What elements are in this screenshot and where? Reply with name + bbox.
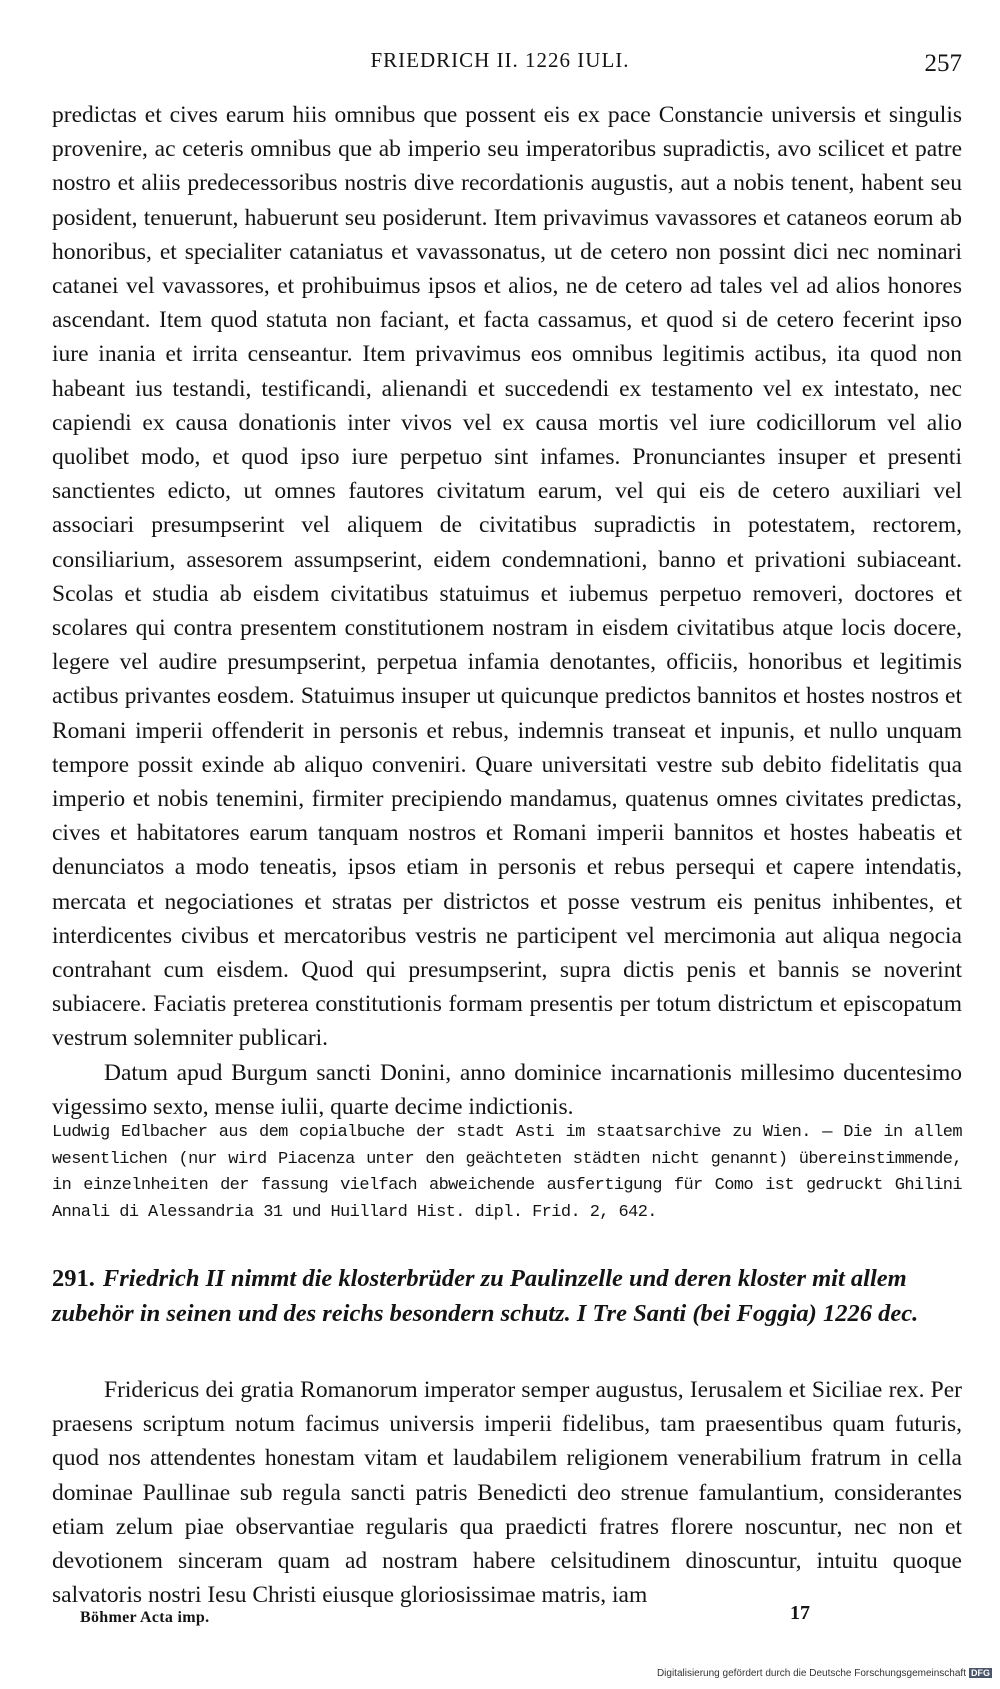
document-regest: Friedrich II nimmt die klosterbrüder zu Paulinzelle und deren kloster mit allem zubehör in seinen und des reichs besondern schutz. I Tre Santi (bei Foggia) 1226 dec. [52, 1265, 919, 1327]
digitization-credit [657, 1668, 992, 1679]
dfg-logo: DFG [971, 1668, 990, 1679]
page-number: 257 [924, 50, 962, 77]
main-text [52, 98, 962, 1124]
running-title: FRIEDRICH II. 1226 IULI. [370, 48, 630, 72]
charter-text [52, 1373, 962, 1612]
charter-paragraph: Fridericus dei gratia Romanorum imperator semper augustus, Ierusalem et Siciliae rex. Per praesens scriptum notum facimus universis imperii fidelibus, tam praesentibus quam futuris, quod nos attendentes honestam vitam et laudabilem religionem venerabilium fratrum in cella dominae Paullinae sub regula sancti patris Benedicti deo strenue famulantium, considerantes etiam zelum piae observantiae regularis qua praedicti fratres florere noscuntur, nec non et devotionem sinceram quam ad nostram habere celsitudinem dinoscuntur, intuitu quoque salvatoris nostri Iesu Christi eiusque gloriosissimae matris, iam [52, 1377, 962, 1609]
signature-mark: 17 [790, 1602, 810, 1624]
credit-text: Digitalisierung gefördert durch die Deutsche Forschungsgemeinschaft [656, 1668, 966, 1679]
series-footer: Böhmer Acta imp. [80, 1609, 210, 1626]
document-heading [52, 1262, 962, 1331]
source-note: Ludwig Edlbacher aus dem copialbuche der stadt Asti im staatsarchive zu Wien. — Die in allem wesentlichen (nur wird Piacenza unter den geächteten städten nicht genannt) übereinstimmende, in einzelnheiten der fassung vielfach abweichende ausfertigung für Como ist gedruckt Ghilini Annali di Alessandria 31 und Huillard Hist. dipl. Frid. 2, 642. [52, 1123, 962, 1222]
running-head [0, 48, 1000, 78]
dating-clause: Datum apud Burgum sancti Donini, anno dominice incarnationis millesimo ducentesimo vigessimo sexto, mense iulii, quarte decime indictionis. [52, 1059, 962, 1120]
document-number: 291. [52, 1265, 95, 1292]
continued-paragraph: predictas et cives earum hiis omnibus que possent eis ex pace Constancie universis et singulis provenire, ac ceteris omnibus que ab imperio seu imperatoribus supradictis, avo scilicet et patre nostro et aliis predecessoribus nostris dive recordationis augustis, aut a nobis tenent, habent seu posident, tenuerunt, habuerunt seu posiderunt. Item privavimus vavassores et cataneos eorum ab honoribus, et specialiter cataniatus et vavassonatus, ut de cetero non possint dici nec nominari catanei vel vavassores, et prohibuimus ipsos et alios, ne de cetero ad tales vel ad alios honores ascendant. Item quod statuta non faciant, et facta cassamus, et quod si de cetero fecerint ipso iure inania et irrita censeantur. Item privavimus eos omnibus legitimis actibus, ita quod non habeant ius testandi, testificandi, alienandi et succedendi ex testamento vel ex intestato, nec capiendi ex causa donationis inter vivos vel ex causa mortis vel iure codicillorum vel alio quolibet modo, et quod ipso iure perpetuo sint infames. Pronunciantes insuper et presenti sanctientes edicto, ut omnes fautores civitatum earum, vel qui eis de cetero auxiliari vel associari presumpserint vel aliquem de civitatibus supradictis in potestatem, rectorem, consiliarium, assesorem assumpserint, eidem condemnationi, banno et privationi subiaceant. Scolas et studia ab eisdem civitatibus statuimus et iubemus perpetuo removeri, doctores et scolares qui contra presentem constitutionem nostram in eisdem civitatibus atque locis docere, legere vel audire presumpserint, perpetua infamia denotantes, officiis, honoribus et legitimis actibus privantes eosdem. Statuimus insuper ut quicunque predictos bannitos et hostes nostros et Romani imperii offenderit in personis et rebus, indemnis transeat et inpunis, et nullo unquam tempore possit exinde ab aliquo conveniri. Quare universitati vestre sub debito fidelitatis qua imperio et nobis tenemini, firmiter precipiendo mandamus, quatenus omnes civitates predictas, cives et habitatores earum tanquam nostros et Romani imperii bannitos et hostes habeatis et denunciatos a modo teneatis, ipsos etiam in personis et rebus persequi et capere intendatis, mercata et negociationes et stratas per districtos et posse vestrum eis penitus inhibentes, et interdicentes civibus et mercatoribus vestris ne participent vel mercimonia aut aliqua negocia contrahant cum eisdem. Quod qui presumpserint, supra dictis penis et bannis se noverint subiacere. Faciatis preterea constitutionis formam presentis per totum districtum et episcopatum vestrum solemniter publicari. [52, 102, 962, 1052]
